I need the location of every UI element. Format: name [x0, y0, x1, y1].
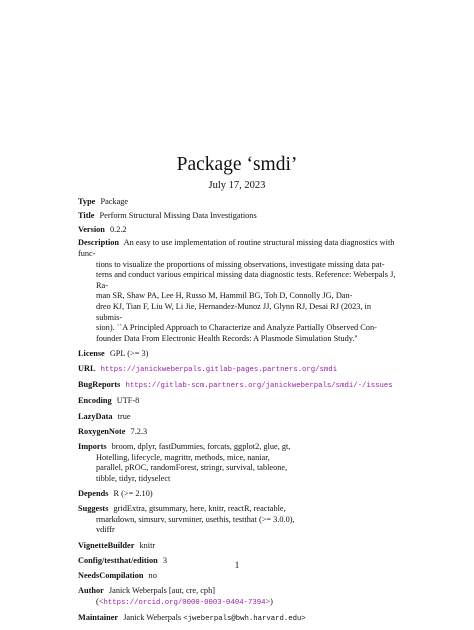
- field-label: Depends: [78, 488, 109, 498]
- description-line: terns and conduct various empirical missing data diagnostic tests. Reference: Weberpals J, Ra-: [96, 270, 396, 290]
- maintainer-name: Janick Weberpals: [123, 612, 182, 622]
- field-label: Version: [78, 224, 105, 234]
- field-value: GPL (>= 3): [109, 348, 149, 358]
- field-value: 7.2.3: [130, 426, 148, 436]
- field-label: LazyData: [78, 411, 113, 421]
- description-line: founder Data From Electronic Health Records: A Plasmode Simulation Study.'': [96, 333, 358, 343]
- url-link[interactable]: https://janickweberpals.gitlab-pages.partners.org/smdi: [100, 366, 338, 375]
- field-title: [78, 211, 398, 222]
- orcid-link[interactable]: https://orcid.org/0000-0003-0404-7394: [103, 598, 266, 607]
- orcid-open: (<: [96, 596, 104, 606]
- field-value: R (>= 2.10): [113, 488, 153, 498]
- suggests-line: rmarkdown, simsurv, survminer, usethis, testthat (>= 3.0.0),: [96, 514, 295, 524]
- field-license: [78, 349, 398, 360]
- imports-line: tibble, tidyr, tidyselect: [96, 473, 171, 483]
- page-number: 1: [234, 560, 240, 570]
- suggests-line: vdiffr: [96, 525, 115, 535]
- field-value: UTF-8: [116, 396, 140, 406]
- field-label: Type: [78, 197, 96, 206]
- field-needscompilation: [78, 571, 398, 582]
- orcid-close: >): [265, 596, 273, 606]
- package-title: Package ‘smdi’: [176, 154, 298, 175]
- field-label: Description: [78, 238, 120, 248]
- field-value: Package: [100, 197, 129, 206]
- field-label: Maintainer: [78, 612, 119, 622]
- author-orcid-line: [78, 597, 398, 609]
- field-label: Author: [78, 586, 104, 596]
- field-roxygennote: [78, 427, 398, 438]
- field-value: Janick Weberpals [aut, cre, cph]: [108, 586, 215, 596]
- description-line: sion). ``A Principled Approach to Characterize and Analyze Partially Observed Con-: [96, 323, 377, 333]
- field-label: Title: [78, 210, 95, 220]
- field-bugreports: [78, 380, 398, 392]
- imports-line: parallel, pROC, randomForest, stringr, survival, tableone,: [96, 463, 288, 473]
- field-value: 0.2.2: [109, 224, 127, 234]
- description-line: tions to visualize the proportions of missing observations, investigate missing data pat-: [96, 259, 385, 269]
- field-encoding: [78, 396, 398, 407]
- field-value: gridExtra, gtsummary, here, knitr, reactR, reactable,: [113, 504, 286, 514]
- field-value: true: [117, 411, 131, 421]
- field-value: An easy to use implementation of routine structural missing data diagnostics with func-: [78, 238, 395, 258]
- field-label: BugReports: [78, 380, 121, 390]
- field-description: [78, 238, 398, 344]
- bugreports-link[interactable]: https://gitlab-scm.partners.org/janickweberpals/smdi/-/issues: [125, 382, 393, 391]
- field-label: Config/testthat/edition: [78, 555, 158, 565]
- field-vignettebuilder: [78, 541, 398, 552]
- field-value: 3: [162, 555, 167, 565]
- field-maintainer: [78, 613, 398, 625]
- field-label: License: [78, 348, 105, 358]
- field-label: NeedsCompilation: [78, 570, 144, 580]
- maintainer-email: <jweberpals@bwh.harvard.edu>: [183, 614, 306, 623]
- field-author: [78, 586, 398, 608]
- field-label: VignetteBuilder: [78, 540, 135, 550]
- field-label: RoxygenNote: [78, 426, 126, 436]
- description-line: dreo KJ, Tian F, Liu W, Li Jie, Hernandez-Munoz JJ, Glynn RJ, Desai RJ (2023, in submis-: [96, 301, 371, 322]
- field-label: Suggests: [78, 504, 109, 514]
- field-label: Encoding: [78, 396, 112, 406]
- field-imports: [78, 442, 398, 484]
- field-value: no: [148, 570, 157, 580]
- field-value: broom, dplyr, fastDummies, forcats, ggplot2, glue, gt,: [111, 442, 291, 451]
- field-suggests: [78, 504, 398, 536]
- field-label: Imports: [78, 442, 107, 451]
- field-url: [78, 364, 398, 376]
- description-line: man SR, Shaw PA, Lee H, Russo M, Hammil BG, Toh D, Connolly JG, Dan-: [96, 291, 353, 301]
- field-label: URL: [78, 364, 96, 374]
- package-date: July 17, 2023: [208, 180, 266, 191]
- field-value: knitr: [139, 540, 156, 550]
- field-value: Perform Structural Missing Data Investigations: [99, 210, 257, 220]
- field-depends: [78, 489, 398, 500]
- imports-line: Hotelling, lifecycle, magrittr, methods, mice, naniar,: [96, 452, 270, 462]
- field-version: [78, 225, 398, 236]
- field-lazydata: [78, 412, 398, 423]
- field-type: [78, 197, 398, 208]
